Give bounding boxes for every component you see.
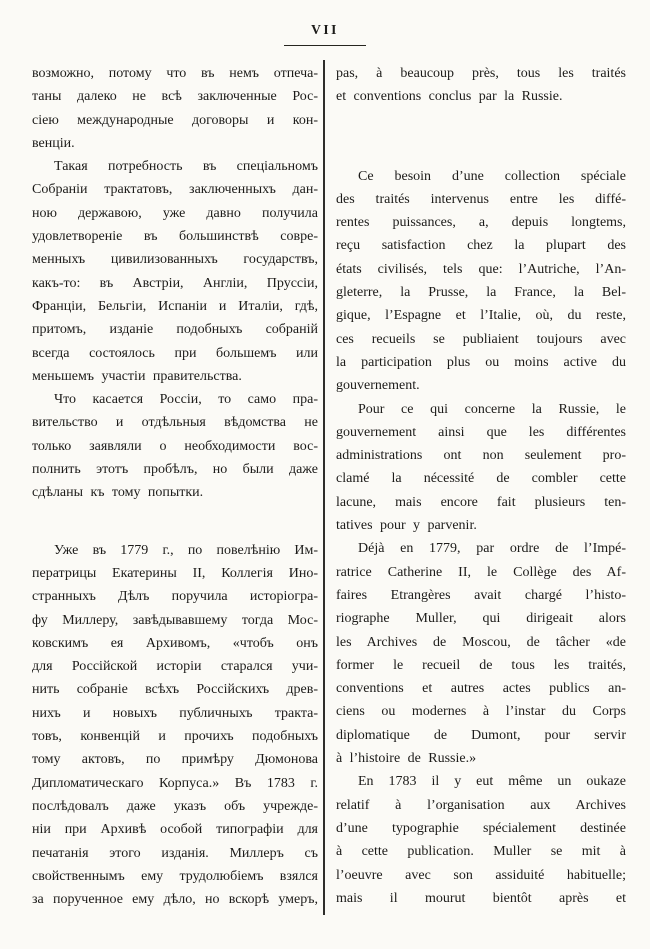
text-line: les Archives de Moscou, de tâcher «de (336, 634, 626, 650)
text-line: Pour ce qui concerne la Russie, le (358, 401, 626, 417)
text-line: ciens ou modernes à l’instar du Corps (336, 704, 626, 720)
text-line: tatives pour y parvenir. (336, 518, 477, 534)
text-line: reçu satisfaction chez la plupart des (336, 238, 626, 254)
paragraph (336, 537, 626, 770)
text-line: gouvernement. (336, 378, 420, 394)
paragraph (336, 770, 626, 910)
text-line: удовлетвореніе въ большинствѣ совре- (32, 229, 318, 245)
paragraph (32, 62, 318, 155)
text-line: Такая потребность въ спеціальномъ (54, 159, 318, 175)
page-number: VII (284, 22, 366, 46)
text-line: тому актовъ, по примѣру Дюмонова (32, 752, 318, 768)
text-line: таны далеко не всѣ заключенные Рос- (32, 89, 318, 105)
text-line: Уже въ 1779 г., по повелѣнію Им- (54, 542, 318, 558)
text-line: ніи при Архивѣ особой типографіи для (32, 822, 318, 838)
column-divider (323, 60, 325, 915)
text-line: всегда состоялось при большемъ или (32, 345, 318, 361)
text-line: для Россійской исторіи старался учи- (32, 659, 318, 675)
paragraph (32, 388, 318, 504)
text-line: mais il mourut bientôt après et (336, 890, 626, 906)
text-line: Дипломатическаго Корпуса.» Въ 1783 г. (32, 775, 318, 791)
text-line: gouvernement ainsi que les différentes (336, 424, 626, 440)
text-line: какъ-то: въ Австріи, Англіи, Пруссіи, (32, 275, 318, 291)
text-line: полнить этотъ пробѣлъ, но были даже (32, 462, 318, 478)
text-line: сіею международные договоры и кон- (32, 112, 318, 128)
text-line: des traités intervenus entre les diffé- (336, 191, 626, 207)
text-line: ператрицы Екатерины II, Коллегія Ино- (32, 565, 318, 581)
text-line: relatif à l’organisation aux Archives (336, 797, 626, 813)
text-line: et conventions conclus par la Russie. (336, 89, 563, 105)
text-line: rentes puissances, a, depuis longtems, (336, 215, 626, 231)
text-line: странныхъ Дѣлъ поручила исторіогра- (32, 589, 318, 605)
text-line: товъ, конвенцій и прочихъ подобныхъ (32, 729, 318, 745)
text-line: pas, à beaucoup près, tous les traités (336, 66, 626, 81)
text-line: l’oeuvre avec son assiduité habituelle; (336, 867, 626, 883)
text-line: En 1783 il y eut même un oukaze (358, 774, 626, 790)
text-line: менныхъ цивилизованныхъ государствъ, (32, 252, 318, 268)
text-line: lacune, mais encore fait plusieurs ten- (336, 494, 626, 510)
paragraph (336, 165, 626, 398)
paragraph (336, 398, 626, 538)
text-line: ковскимъ ея Архивомъ, «чтобъ онъ (32, 635, 318, 651)
text-line: gleterre, la Prusse, la France, la Bel- (336, 285, 626, 301)
text-line: венціи. (32, 135, 75, 151)
text-line: d’une typographie spécialement destinée (336, 820, 626, 836)
text-line: послѣдовалъ даже указъ объ учрежде- (32, 798, 318, 814)
text-line: ces recueils se publiaient toujours avec (336, 331, 626, 347)
paragraph (32, 539, 318, 912)
text-line: Что касается Россіи, то само пра- (54, 392, 318, 408)
text-line: свойственнымъ ему трудолюбіемъ взялся (32, 868, 318, 884)
right-column-french (336, 62, 626, 910)
text-line: ratrice Catherine II, le Collège des Af- (336, 564, 626, 580)
text-line: Франціи, Бельгіи, Испаніи и Италіи, гдѣ, (32, 298, 318, 314)
text-line: Déjà en 1779, par ordre de l’Impé- (358, 541, 626, 557)
text-line: former le recueil de tous les traités, (336, 657, 626, 673)
text-line: нихъ и новыхъ публичныхъ тракта- (32, 705, 318, 721)
text-line: Собраніи трактатовъ, заключенныхъ дан- (32, 182, 318, 198)
text-line: à l’histoire de Russie.» (336, 751, 477, 767)
text-line: Ce besoin d’une collection spéciale (358, 168, 626, 184)
text-line: меньшемъ участіи правительства. (32, 368, 242, 384)
text-line: вительство и отдѣльныя вѣдомства не (32, 415, 318, 431)
page-header (0, 21, 650, 46)
text-line: сдѣланы къ тому попытки. (32, 485, 204, 501)
paragraph (32, 155, 318, 388)
text-line: administrations ont non seulement pro- (336, 448, 626, 464)
paragraph (336, 62, 626, 109)
text-line: притомъ, изданіе подобныхъ собраній (32, 322, 318, 338)
text-line: riographe Muller, qui dirigeait alors (336, 611, 626, 627)
text-line: clamé la nécessité de combler cette (336, 471, 626, 487)
text-line: la participation plus ou moins active du (336, 354, 626, 370)
text-line: печатанія этого изданія. Миллеръ съ (32, 845, 318, 861)
text-line: conventions et autres actes publics an- (336, 681, 626, 697)
text-line: états civilisés, tels que: l’Autriche, l’An- (336, 261, 626, 277)
text-line: diplomatique de Dumont, pour servir (336, 727, 626, 743)
text-line: ною державою, уже давно получила (32, 205, 318, 221)
text-line: фу Миллеру, завѣдывавшему тогда Мос- (32, 612, 318, 628)
text-line: faires Etrangères avait chargé l’histo- (336, 587, 626, 603)
text-line: нить собраніе всѣхъ Россійскихъ древ- (32, 682, 318, 698)
text-line: à cette publication. Muller se mit à (336, 844, 626, 860)
text-line: только заявляли о необходимости вос- (32, 438, 318, 454)
text-line: возможно, потому что въ немъ отпеча- (32, 66, 318, 81)
text-line: gique, l’Espagne et l’Italie, où, du reste, (336, 308, 626, 324)
text-line: за порученное ему дѣло, но вскорѣ умеръ, (32, 892, 318, 908)
left-column-russian (32, 62, 318, 911)
